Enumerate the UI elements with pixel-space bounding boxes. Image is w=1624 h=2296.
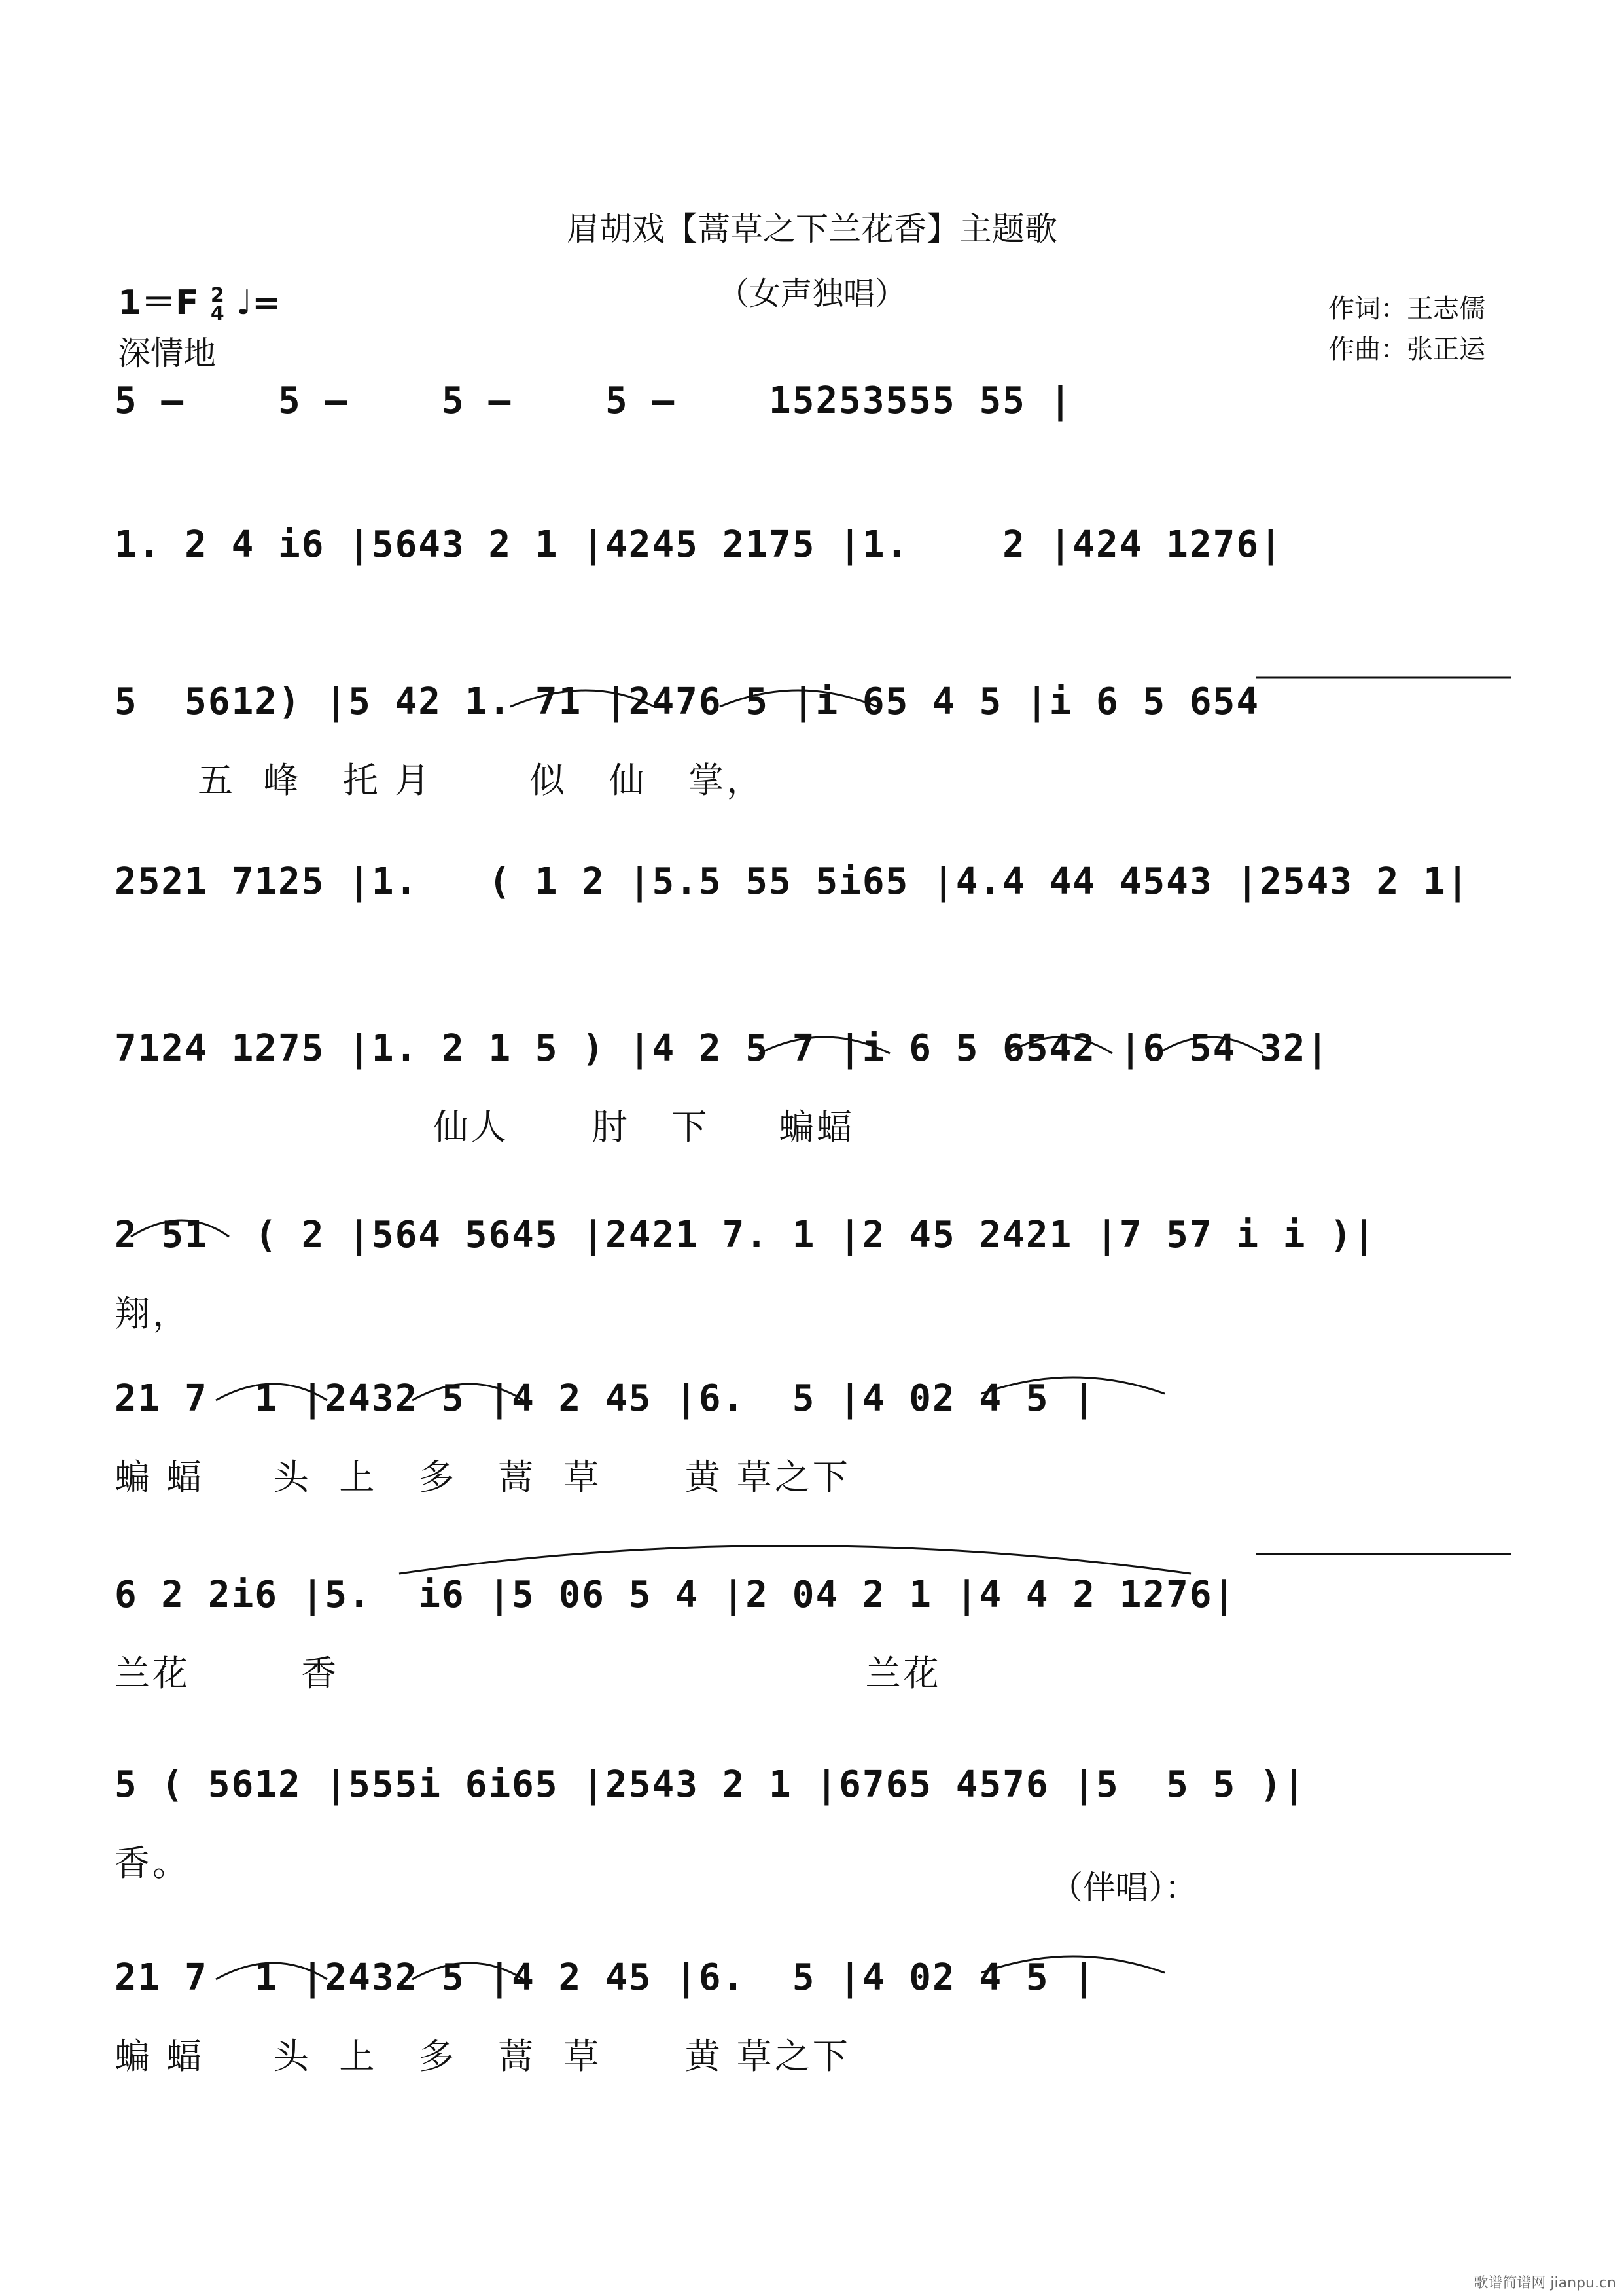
staff-notes: 5 – 5 – 5 – 5 – 15253555 55 | xyxy=(115,380,1073,422)
tempo-symbol: ♩= xyxy=(236,283,281,323)
lyricist: 作词：王志儒 xyxy=(1328,294,1485,324)
staff-notes: 1. 2 4 i6 |5643 2 1 |4245 2175 |1. 2 |424 1276| xyxy=(115,523,1283,566)
time-signature: 2 4 xyxy=(210,284,224,325)
staff-notes: 5 ( 5612 |555i 6i65 |2543 2 1 |6765 4576 |5 5 5 )| xyxy=(115,1763,1307,1806)
staff-notes: 7124 1275 |1. 2 1 5 ) |4 2 5 7 |i 6 5 6542 |6 54 32| xyxy=(115,1027,1330,1070)
staff-lyrics: 兰花 香 兰花 xyxy=(115,1653,942,1694)
staff-notes: 21 7 1 |2432 5 |4 2 45 |6. 5 |4 02 4 5 | xyxy=(115,1956,1097,1999)
staff-lyrics: 仙人 肘 下 蝙蝠 xyxy=(115,1106,855,1148)
subtitle: （女声独唱） xyxy=(717,275,906,312)
staff-lyrics: 翔， xyxy=(115,1293,190,1334)
staff-notes: 5 5612) |5 42 1. 71 |2476 5 |i 65 4 5 |i 6 5 654 xyxy=(115,680,1260,723)
page-title: 眉胡戏【蒿草之下兰花香】主题歌 xyxy=(567,210,1057,248)
staff-lyrics: 香。 xyxy=(115,1843,190,1884)
staff-lyrics: 蝙 蝠 头 上 多 蒿 草 黄 草之下 xyxy=(115,2036,851,2077)
expression-mark: 深情地 xyxy=(118,334,216,372)
staff-notes: 21 7 1 |2432 5 |4 2 45 |6. 5 |4 02 4 5 | xyxy=(115,1377,1097,1420)
staff-notes: 2 51 ( 2 |564 5645 |2421 7. 1 |2 45 2421 |7 57 i i )| xyxy=(115,1214,1377,1256)
composer: 作曲：张正运 xyxy=(1328,334,1485,364)
watermark: 歌谱简谱网 jianpu.cn xyxy=(1474,2275,1616,2291)
key-label: 1＝F xyxy=(118,283,199,323)
staff-lyrics: 五 峰 托 月 似 仙 掌， xyxy=(115,760,765,801)
staff-notes: 6 2 2i6 |5. i6 |5 06 5 4 |2 04 2 1 |4 4 2 1276| xyxy=(115,1574,1237,1616)
staff-lyrics: 蝙 蝠 头 上 多 蒿 草 黄 草之下 xyxy=(115,1457,851,1498)
accompaniment-note: （伴唱）： xyxy=(1050,1869,1197,1907)
staff-notes: 2521 7125 |1. ( 1 2 |5.5 55 5i65 |4.4 44 4543 |2543 2 1| xyxy=(115,860,1470,903)
